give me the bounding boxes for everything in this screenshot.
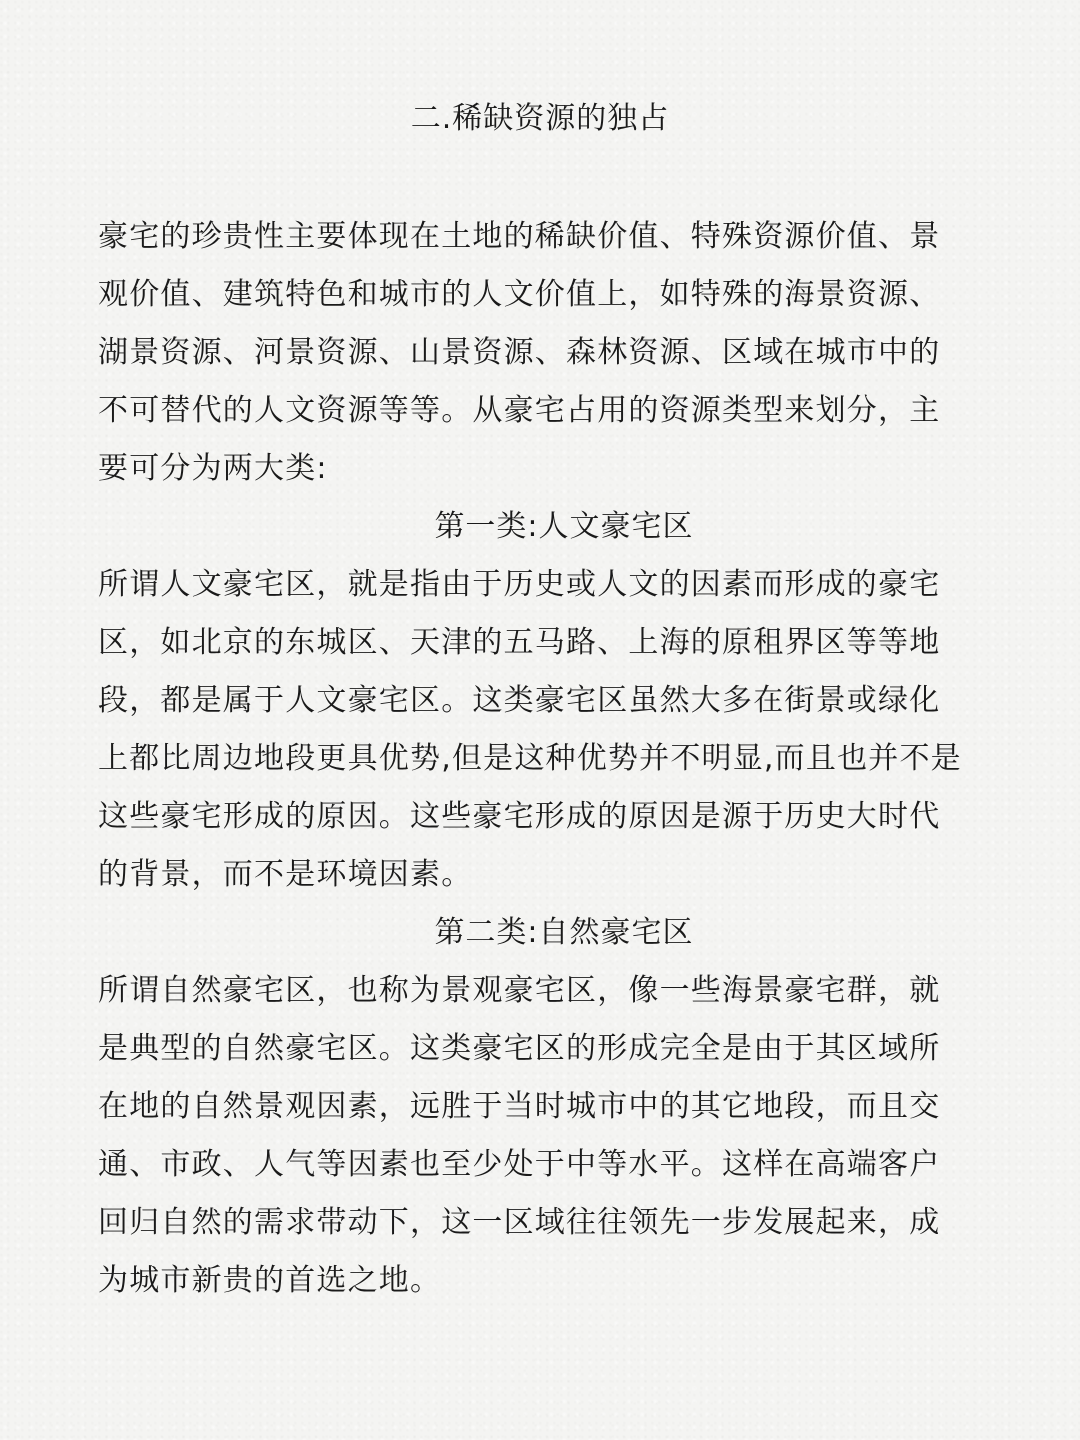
cultural-paragraph xyxy=(98,556,978,904)
text-line: 这些豪宅形成的原因。这些豪宅形成的原因是源于历史大时代 xyxy=(98,799,941,834)
text-line: 通、市政、人气等因素也至少处于中等水平。这样在高端客户 xyxy=(98,1147,941,1182)
text-line: 在地的自然景观因素，远胜于当时城市中的其它地段，而且交 xyxy=(98,1089,941,1124)
section-heading-natural: 第二类:自然豪宅区 xyxy=(434,915,694,950)
text-line: 所谓自然豪宅区，也称为景观豪宅区，像一些海景豪宅群，就 xyxy=(98,973,941,1008)
text-line: 要可分为两大类: xyxy=(98,451,328,486)
intro-paragraph xyxy=(98,208,978,498)
text-line: 观价值、建筑特色和城市的人文价值上，如特殊的海景资源、 xyxy=(98,277,941,312)
text-line: 区，如北京的东城区、天津的五马路、上海的原租界区等等地 xyxy=(98,625,941,660)
text-line: 不可替代的人文资源等等。从豪宅占用的资源类型来划分，主 xyxy=(98,393,941,428)
text-line: 豪宅的珍贵性主要体现在土地的稀缺价值、特殊资源价值、景 xyxy=(98,219,941,254)
text-line: 所谓人文豪宅区，就是指由于历史或人文的因素而形成的豪宅 xyxy=(98,567,941,602)
section-heading-cultural: 第一类:人文豪宅区 xyxy=(434,509,694,544)
text-line: 的背景，而不是环境因素。 xyxy=(98,857,473,892)
text-line: 是典型的自然豪宅区。这类豪宅区的形成完全是由于其区域所 xyxy=(98,1031,941,1066)
text-line: 回归自然的需求带动下，这一区域往往领先一步发展起来，成 xyxy=(98,1205,941,1240)
article-body xyxy=(98,208,978,1310)
text-line: 上都比周边地段更具优势,但是这种优势并不明显,而且也并不是 xyxy=(98,741,962,776)
natural-paragraph xyxy=(98,962,978,1310)
text-line: 段，都是属于人文豪宅区。这类豪宅区虽然大多在街景或绿化 xyxy=(98,683,941,718)
text-line: 为城市新贵的首选之地。 xyxy=(98,1263,442,1298)
page-title: 二.稀缺资源的独占 xyxy=(410,101,670,136)
text-line: 湖景资源、河景资源、山景资源、森林资源、区域在城市中的 xyxy=(98,335,941,370)
